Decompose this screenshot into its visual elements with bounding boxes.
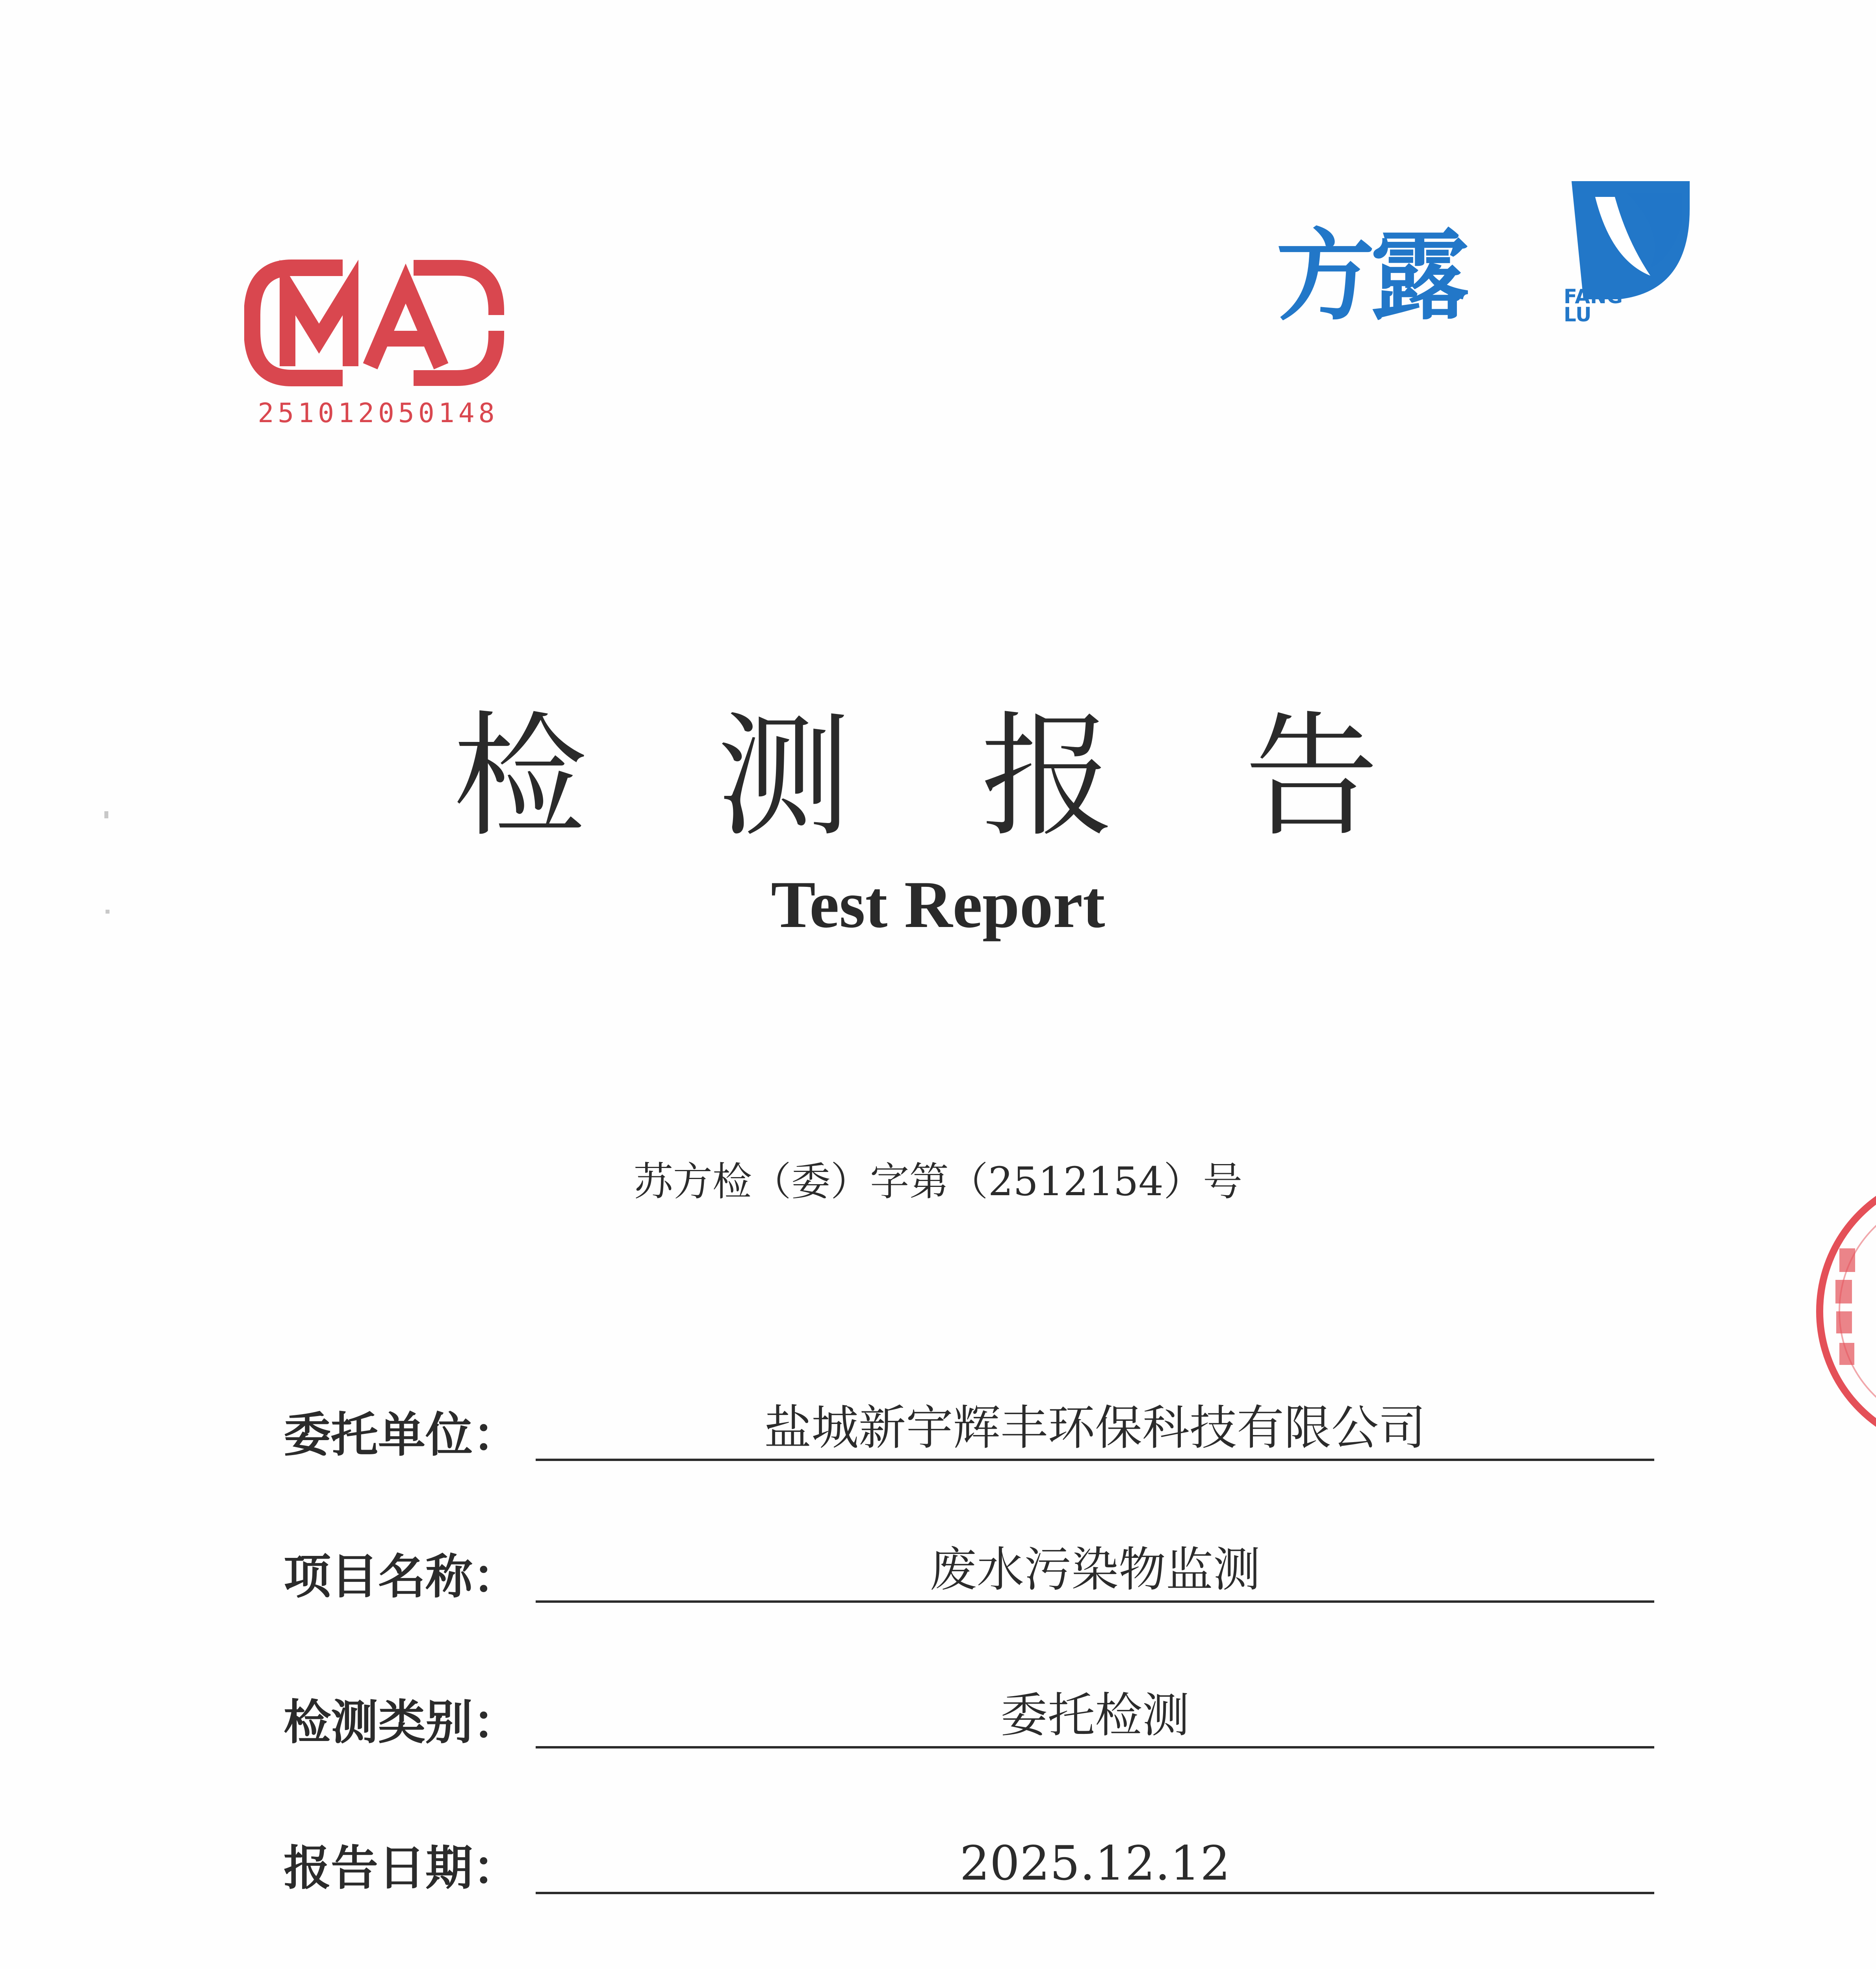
scan-speck <box>106 910 109 914</box>
field-test-category <box>284 1674 1662 1752</box>
brand-sub: FANG LU <box>1564 285 1623 326</box>
report-title-en: Test Report <box>771 868 1105 942</box>
underline <box>536 1892 1654 1894</box>
fanglu-logo <box>1272 173 1705 347</box>
field-value: 废水污染物监测 <box>930 1543 1260 1597</box>
field-value: 委托检测 <box>1000 1688 1189 1743</box>
field-value: 2025.12.12 <box>959 1836 1230 1891</box>
underline <box>536 1746 1654 1748</box>
field-project-name <box>284 1528 1662 1607</box>
cross-page-seal <box>1808 1162 1876 1461</box>
report-number: 苏方检（委）字第（2512154）号 <box>633 1159 1243 1205</box>
field-label: 委托单位： <box>284 1408 520 1463</box>
scan-speck <box>104 811 108 818</box>
underline <box>536 1459 1654 1461</box>
field-label: 项目名称： <box>284 1550 520 1604</box>
report-title-cn: 检测报告 <box>453 699 1509 855</box>
field-label: 报告日期： <box>284 1841 520 1896</box>
underline <box>536 1600 1654 1603</box>
brand-name: 方露 <box>1276 219 1465 334</box>
cma-logo-mark <box>244 252 504 402</box>
field-report-date <box>284 1819 1662 1898</box>
field-value: 盐城新宇辉丰环保科技有限公司 <box>764 1401 1426 1455</box>
field-client <box>284 1386 1662 1465</box>
field-label: 检测类别： <box>284 1695 520 1750</box>
cma-logo <box>244 252 504 441</box>
cma-certificate-number: 251012050148 <box>258 398 499 429</box>
